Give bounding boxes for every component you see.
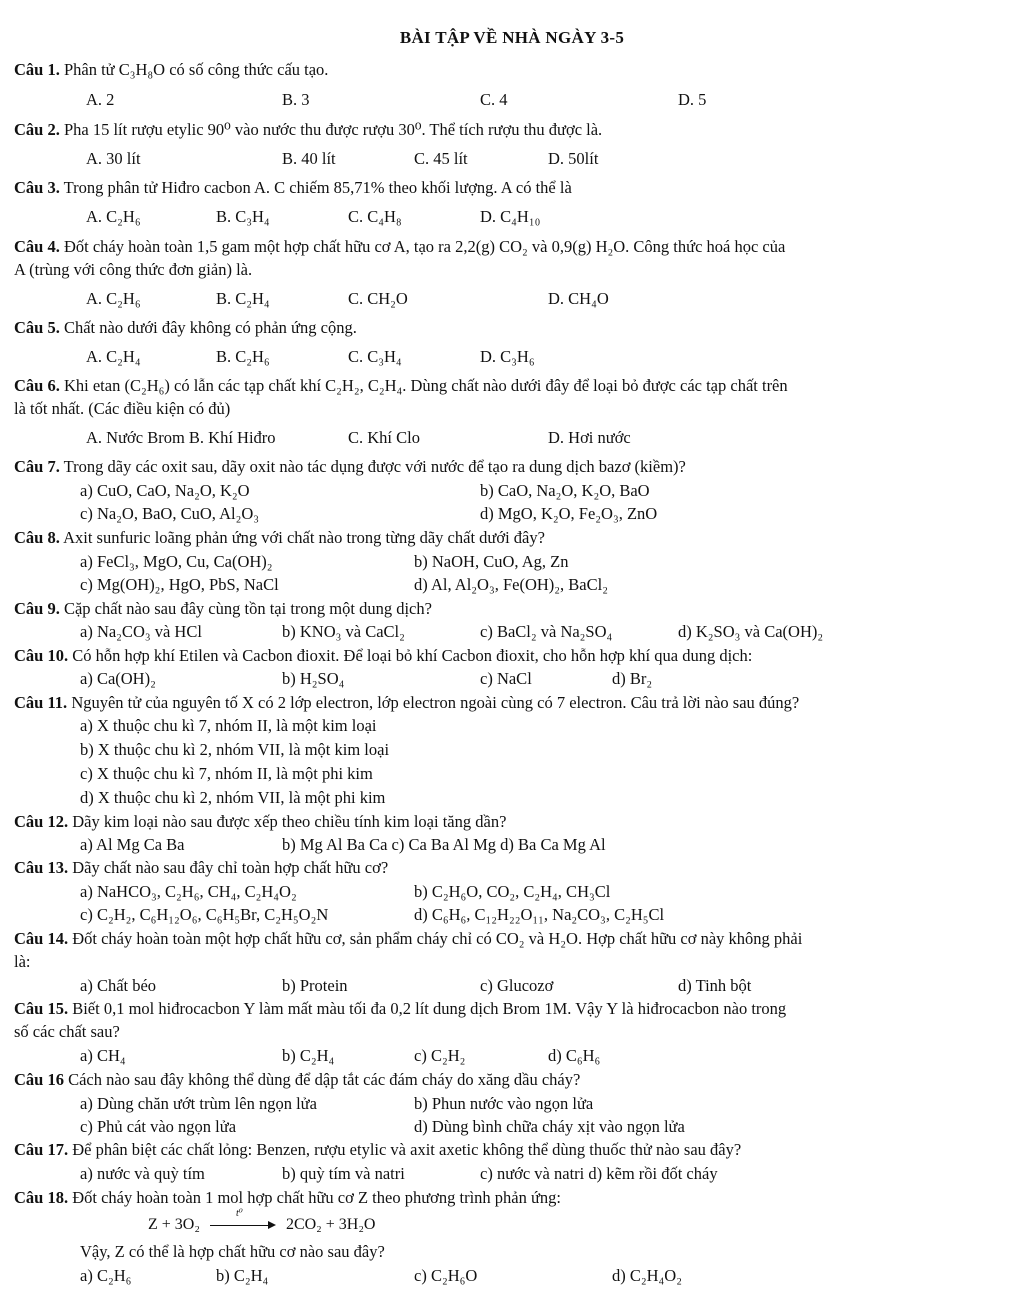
option-d: d) Tinh bột	[678, 976, 752, 995]
question-label: Câu 15.	[14, 999, 69, 1018]
question-text: Cách nào sau đây không thể dùng để dập tắt các đám cháy do xăng dầu cháy?	[68, 1070, 581, 1089]
question-text: Nguyên tử của nguyên tố X có 2 lớp electron, lớp electron ngoài cùng có 7 electron. Câu trả lời nào sau đúng?	[71, 693, 800, 712]
option-a: A. C₂H₆	[86, 289, 141, 308]
option-b: b) quỳ tím và natri	[282, 1164, 405, 1183]
option-d: D. Hơi nước	[548, 428, 631, 447]
question-label: Câu 17.	[14, 1140, 69, 1159]
reaction-equation	[148, 1208, 376, 1234]
option-c: c) C₂H₂	[414, 1046, 466, 1065]
option-b: b) H₂SO₄	[282, 669, 345, 688]
question-15-continued: số các chất sau?	[14, 1022, 120, 1041]
question-text: Có hỗn hợp khí Etilen và Cacbon đioxit. Để loại bỏ khí Cacbon đioxit, cho hỗn hợp khí qua dung dịch:	[72, 646, 753, 665]
question-label: Câu 3.	[14, 178, 60, 197]
option-c: c) BaCl₂ và Na₂SO₄	[480, 622, 613, 641]
option-d: D. 50lít	[548, 149, 599, 168]
question-text: Biết 0,1 mol hiđrocacbon Y làm mất màu tối đa 0,2 lít dung dịch Brom 1M. Vậy Y là hiđrocacbon nào trong	[72, 999, 787, 1018]
question-label: Câu 9.	[14, 599, 60, 618]
option-c: c) Na₂O, BaO, CuO, Al₂O₃	[80, 504, 260, 523]
option-b: b) X thuộc chu kì 2, nhóm VII, là một kim loại	[80, 740, 390, 759]
question-label: Câu 16	[14, 1070, 64, 1089]
option-a: a) FeCl₃, MgO, Cu, Ca(OH)₂	[80, 552, 273, 571]
option-c: c) C₂H₆O	[414, 1266, 478, 1285]
question-7	[14, 457, 686, 477]
question-text: Axit sunfuric loãng phản ứng với chất nào trong từng dãy chất dưới đây?	[63, 528, 545, 547]
option-b: b) C₂H₄	[216, 1266, 269, 1285]
option-cd: c) nước và natri d) kẽm rồi đốt cháy	[480, 1164, 718, 1183]
question-label: Câu 10.	[14, 646, 69, 665]
question-2	[14, 120, 602, 140]
option-b: b) NaOH, CuO, Ag, Zn	[414, 552, 569, 571]
option-bcd: b) Mg Al Ba Ca c) Ca Ba Al Mg d) Ba Ca Mg Al	[282, 835, 606, 854]
question-text: Phân tử C₃H₈O có số công thức cấu tạo.	[63, 60, 329, 79]
option-b: b) Phun nước vào ngọn lửa	[414, 1094, 594, 1113]
question-1	[14, 60, 328, 80]
question-5	[14, 318, 357, 338]
option-d: d) Br₂	[612, 669, 653, 688]
option-a: a) Ca(OH)₂	[80, 669, 156, 688]
option-a: A. 30 lít	[86, 149, 141, 168]
question-label: Câu 5.	[14, 318, 60, 337]
option-a: a) X thuộc chu kì 7, nhóm II, là một kim loại	[80, 716, 377, 735]
option-b: b) Protein	[282, 976, 348, 995]
option-b: B. C₃H₄	[216, 207, 270, 226]
question-16	[14, 1070, 580, 1090]
question-text: Trong phân tử Hiđro cacbon A. C chiếm 85,71% theo khối lượng. A có thể là	[63, 178, 572, 197]
question-8	[14, 528, 545, 548]
option-d: D. C₃H₆	[480, 347, 535, 366]
question-label: Câu 18.	[14, 1188, 69, 1207]
option-d: d) K₂SO₃ và Ca(OH)₂	[678, 622, 824, 641]
option-a: a) C₂H₆	[80, 1266, 132, 1285]
option-a: a) CH₄	[80, 1046, 126, 1065]
option-d: d) X thuộc chu kì 2, nhóm VII, là một phi kim	[80, 788, 386, 807]
option-d: D. 5	[678, 90, 707, 109]
question-text: Khi etan (C₂H₆) có lẫn các tạp chất khí C₂H₂, C₂H₄. Dùng chất nào dưới đây để loại bỏ được các tạp chất trên	[63, 376, 788, 395]
option-b: B. C₂H₄	[216, 289, 270, 308]
question-text: Pha 15 lít rượu etylic 90⁰ vào nước thu được rượu 30⁰. Thể tích rượu thu được là.	[63, 120, 603, 139]
equation-reactants: Z + 3O₂	[148, 1216, 200, 1233]
question-15	[14, 999, 786, 1019]
question-label: Câu 11.	[14, 693, 68, 712]
reaction-arrow-icon	[210, 1208, 276, 1231]
question-label: Câu 1.	[14, 60, 60, 79]
option-c: C. Khí Clo	[348, 428, 420, 447]
question-9	[14, 599, 432, 619]
option-c: C. C₄H₈	[348, 207, 402, 226]
question-text: Đốt cháy hoàn toàn 1 mol hợp chất hữu cơ Z theo phương trình phản ứng:	[72, 1188, 562, 1207]
question-label: Câu 4.	[14, 237, 60, 256]
equation-products: 2CO₂ + 3H₂O	[285, 1216, 376, 1233]
question-3	[14, 178, 572, 198]
option-a: a) CuO, CaO, Na₂O, K₂O	[80, 481, 250, 500]
option-a: a) Dùng chăn ướt trùm lên ngọn lửa	[80, 1094, 317, 1113]
option-c: c) X thuộc chu kì 7, nhóm II, là một phi kim	[80, 764, 373, 783]
question-label: Câu 13.	[14, 858, 69, 877]
option-c: c) C₂H₂, C₆H₁₂O₆, C₆H₅Br, C₂H₅O₂N	[80, 905, 329, 924]
option-a: a) NaHCO₃, C₂H₆, CH₄, C₂H₄O₂	[80, 882, 297, 901]
question-10	[14, 646, 752, 666]
question-11	[14, 693, 799, 713]
option-b: B. C₂H₆	[216, 347, 270, 366]
option-d: d) C₆H₆	[548, 1046, 601, 1065]
question-label: Câu 7.	[14, 457, 60, 476]
question-text: Đốt cháy hoàn toàn 1,5 gam một hợp chất hữu cơ A, tạo ra 2,2(g) CO₂ và 0,9(g) H₂O. Công thức hoá học của	[63, 237, 786, 256]
option-d: d) C₆H₆, C₁₂H₂₂O₁₁, Na₂CO₃, C₂H₅Cl	[414, 905, 665, 924]
equation-condition: t⁰	[235, 1208, 243, 1220]
option-d: D. CH₄O	[548, 289, 609, 308]
question-label: Câu 6.	[14, 376, 60, 395]
question-text: Trong dãy các oxit sau, dãy oxit nào tác dụng được với nước để tạo ra dung dịch bazơ (kiềm)?	[63, 457, 686, 476]
option-a: a) Al Mg Ca Ba	[80, 835, 185, 854]
option-b: b) KNO₃ và CaCl₂	[282, 622, 405, 641]
question-text: Dãy chất nào sau đây chỉ toàn hợp chất hữu cơ?	[72, 858, 389, 877]
question-12	[14, 812, 506, 832]
question-13	[14, 858, 388, 878]
option-b: B. 40 lít	[282, 149, 336, 168]
option-a: a) nước và quỳ tím	[80, 1164, 205, 1183]
question-14-continued: là:	[14, 952, 31, 971]
question-17	[14, 1140, 741, 1160]
option-a: A. C₂H₆	[86, 207, 141, 226]
question-label: Câu 12.	[14, 812, 69, 831]
option-d: d) Al, Al₂O₃, Fe(OH)₂, BaCl₂	[414, 575, 608, 594]
question-text: Để phân biệt các chất lỏng: Benzen, rượu etylic và axit axetic không thể dùng thuốc thử nào sau đây?	[72, 1140, 742, 1159]
option-c: C. 4	[480, 90, 508, 109]
question-18-continued: Vậy, Z có thể là hợp chất hữu cơ nào sau đây?	[80, 1242, 385, 1261]
page-title: BÀI TẬP VỀ NHÀ NGÀY 3-5	[399, 28, 625, 47]
option-c: C. CH₂O	[348, 289, 408, 308]
question-text: Đốt cháy hoàn toàn một hợp chất hữu cơ, sản phẩm cháy chỉ có CO₂ và H₂O. Hợp chất hữu cơ này không phải	[72, 929, 803, 948]
option-b: B. 3	[282, 90, 310, 109]
option-d: D. C₄H₁₀	[480, 207, 541, 226]
option-c: c) Glucozơ	[480, 976, 554, 995]
question-label: Câu 2.	[14, 120, 60, 139]
option-d: d) Dùng bình chữa cháy xịt vào ngọn lửa	[414, 1117, 685, 1136]
question-6-continued: là tốt nhất. (Các điều kiện có đủ)	[14, 399, 231, 418]
option-c: c) Mg(OH)₂, HgO, PbS, NaCl	[80, 575, 279, 594]
option-a: a) Na₂CO₃ và HCl	[80, 622, 202, 641]
option-a: A. C₂H₄	[86, 347, 141, 366]
question-text: Dãy kim loại nào sau được xếp theo chiều tính kim loại tăng dần?	[72, 812, 507, 831]
question-18	[14, 1188, 561, 1208]
question-text: Cặp chất nào sau đây cùng tồn tại trong một dung dịch?	[63, 599, 432, 618]
option-c: C. C₃H₄	[348, 347, 402, 366]
question-14	[14, 929, 802, 949]
option-c: c) Phủ cát vào ngọn lửa	[80, 1117, 237, 1136]
question-4-continued: A (trùng với công thức đơn giản) là.	[14, 260, 253, 279]
question-label: Câu 8.	[14, 528, 60, 547]
option-d: d) C₂H₄O₂	[612, 1266, 682, 1285]
question-4	[14, 237, 785, 257]
option-c: C. 45 lít	[414, 149, 468, 168]
question-6	[14, 376, 788, 396]
option-b: b) C₂H₄	[282, 1046, 335, 1065]
question-label: Câu 14.	[14, 929, 69, 948]
question-text: Chất nào dưới đây không có phản ứng cộng.	[63, 318, 357, 337]
option-c: c) NaCl	[480, 669, 532, 688]
option-b: b) CaO, Na₂O, K₂O, BaO	[480, 481, 650, 500]
option-d: d) MgO, K₂O, Fe₂O₃, ZnO	[480, 504, 658, 523]
option-a: A. 2	[86, 90, 115, 109]
option-ab: A. Nước Brom B. Khí Hiđro	[86, 428, 276, 447]
option-a: a) Chất béo	[80, 976, 157, 995]
option-b: b) C₂H₆O, CO₂, C₂H₄, CH₃Cl	[414, 882, 611, 901]
